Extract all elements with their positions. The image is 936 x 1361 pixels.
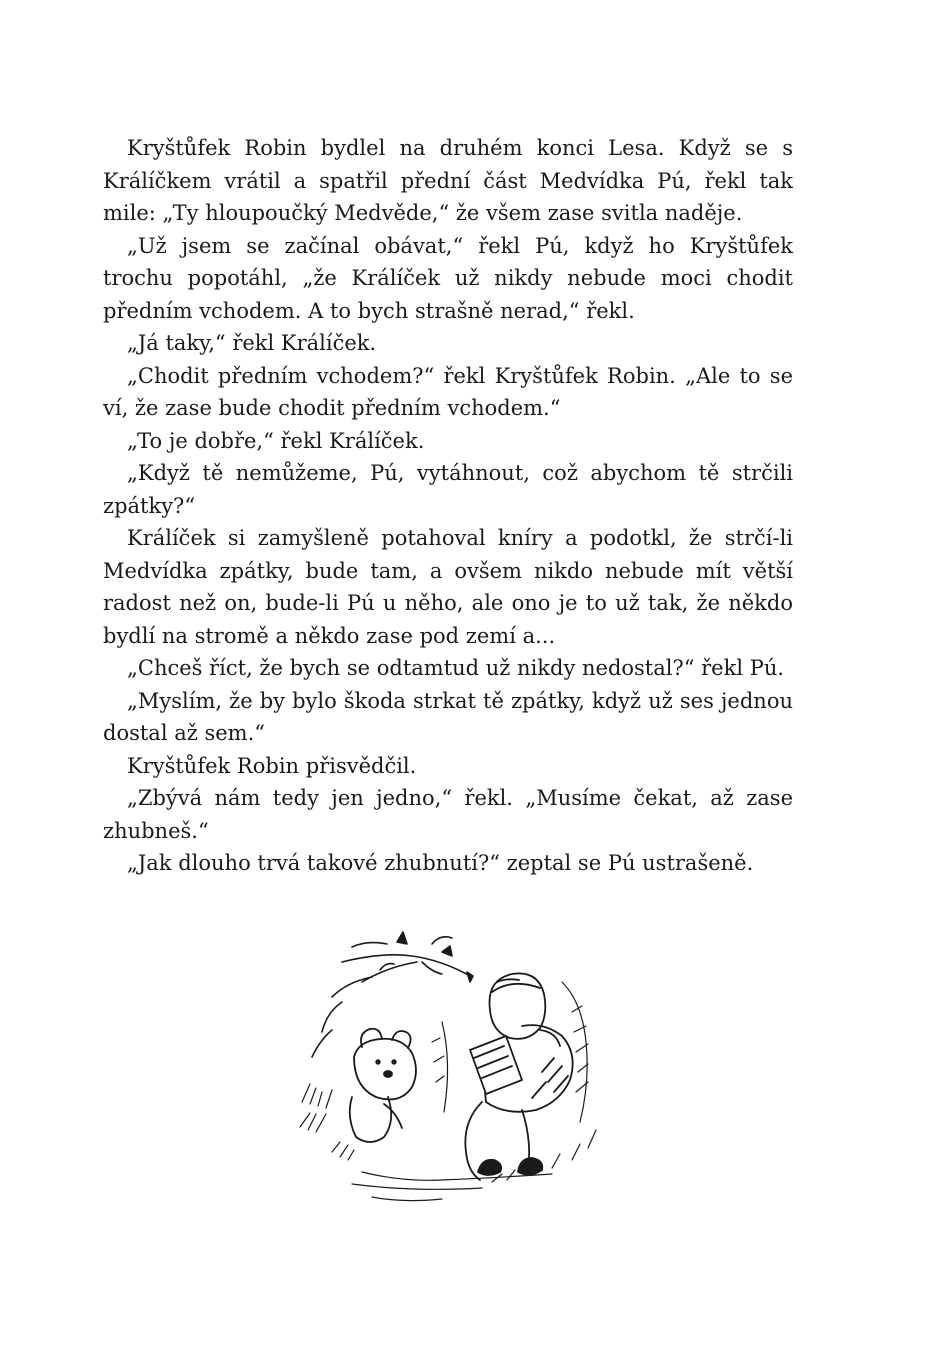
paragraph: „Chodit předním vchodem?“ řekl Kryštůfek Robin. „Ale to se ví, že zase bude chodit předním vchodem.“ [103, 363, 793, 420]
paragraph: Kryštůfek Robin přisvědčil. [127, 753, 417, 778]
pooh-and-christopher-robin-illustration [292, 922, 608, 1218]
paragraph: „Jak dlouho trvá takové zhubnutí?“ zeptal se Pú ustrašeně. [127, 851, 754, 875]
paragraph: „Když tě nemůžeme, Pú, vytáhnout, což abychom tě strčili zpátky?“ [103, 461, 793, 518]
paragraph: Králíček si zamyšleně potahoval kníry a podotkl, že strčí-li Medvídka zpátky, bude tam, a ovšem nikdo nebude mít větší radost než on, bude-li Pú u něho, ale ono je to už tak, že někdo bydlí na stromě a někdo zase pod zemí a... [103, 526, 793, 648]
paragraph: „To je dobře,“ řekl Králíček. [127, 428, 425, 453]
paragraph: Kryštůfek Robin bydlel na druhém konci Lesa. Když se s Králíčkem vrátil a spatřil přední část Medvídka Pú, řekl tak mile: „Ty hloupoučký Medvěde,“ že všem zase svitla naděje. [103, 136, 793, 225]
paragraph: „Chceš říct, že bych se odtamtud už nikdy nedostal?“ řekl Pú. [127, 656, 785, 680]
paragraph: „Zbývá nám tedy jen jedno,“ řekl. „Musíme čekat, až zase zhubneš.“ [103, 786, 793, 843]
paragraph: „Myslím, že by bylo škoda strkat tě zpátky, když už ses jednou dostal až sem.“ [103, 688, 793, 745]
paragraph: „Už jsem se začínal obávat,“ řekl Pú, když ho Kryštůfek trochu popotáhl, „že Králíček už nikdy nebude moci chodit předním vchodem. A to bych strašně nerad,“ řekl. [103, 233, 793, 323]
paragraph: „Já taky,“ řekl Králíček. [127, 331, 377, 355]
body-text [103, 132, 793, 880]
christopher-robin-figure [465, 973, 572, 1180]
pooh-figure [350, 1029, 416, 1142]
